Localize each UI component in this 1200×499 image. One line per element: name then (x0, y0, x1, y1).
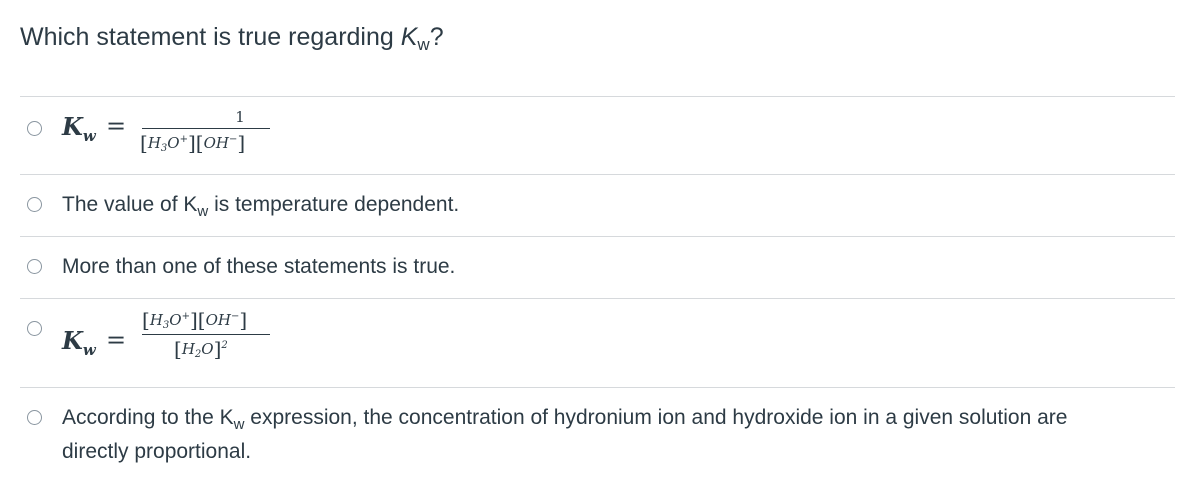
kw-symbol: $K_w$ (62, 326, 96, 359)
divider (20, 236, 1175, 237)
kw-symbol: $K_w$ (62, 112, 96, 145)
fraction-line (142, 334, 270, 335)
answer-4-radio[interactable] (27, 321, 42, 336)
answer-3-radio[interactable] (27, 259, 42, 274)
equals-sign: = (106, 326, 127, 354)
answer-5-label[interactable]: According to the $K_w$ expression, the concentration of hydronium ion and hydroxide ion in a given solution are directly proportional. (62, 406, 1068, 463)
answer-2-radio[interactable] (27, 197, 42, 212)
answer-1-formula[interactable] (62, 108, 302, 160)
fraction-numerator: $[H_3O^+][OH^-]$ (142, 308, 248, 332)
answer-1-radio[interactable] (27, 121, 42, 136)
divider (20, 298, 1175, 299)
fraction-numerator: 1 (235, 108, 245, 126)
answer-2-label[interactable]: The value of $K_w$ is temperature dependent. (62, 193, 460, 220)
divider (20, 96, 1175, 97)
fraction-line (142, 128, 270, 129)
answer-3-label[interactable]: More than one of these statements is true. (62, 255, 456, 278)
question-text: Which statement is true regarding $K_w$? (20, 23, 444, 54)
fraction-denominator: $[H_2O]^2$ (174, 337, 228, 361)
fraction-denominator: $[H_3O^+][OH^-]$ (140, 131, 246, 155)
answer-5-radio[interactable] (27, 410, 42, 425)
divider (20, 174, 1175, 175)
equals-sign: = (106, 112, 127, 140)
answer-4-formula[interactable] (62, 308, 302, 378)
divider (20, 387, 1175, 388)
